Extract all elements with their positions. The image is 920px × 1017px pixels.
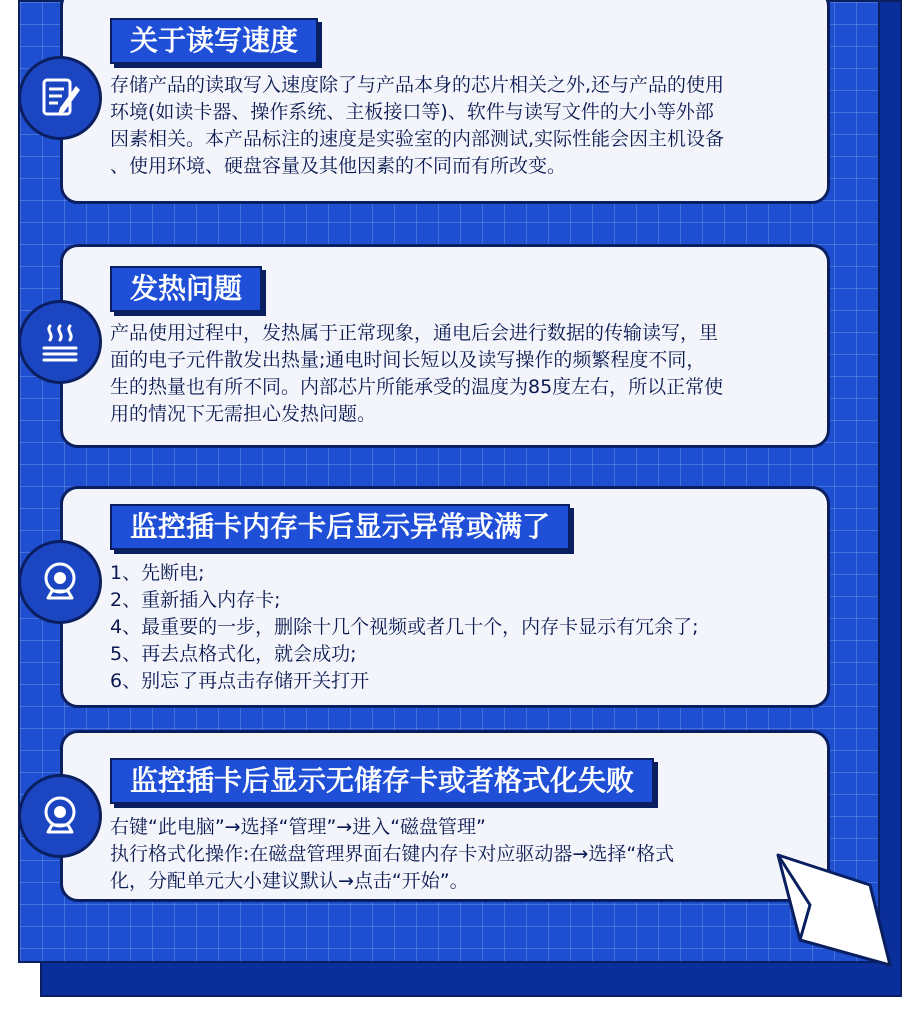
body-line: 环境(如读卡器、操作系统、主板接口等)、软件与读写文件的大小等外部 — [110, 101, 714, 123]
body-line: 执行格式化操作:在磁盘管理界面右键内存卡对应驱动器→选择“格式 — [110, 843, 675, 865]
body-line: 化，分配单元大小建议默认→点击“开始”。 — [110, 870, 469, 892]
body-line: 生的热量也有所不同。内部芯片所能承受的温度为85度左右，所以正常使 — [110, 376, 724, 398]
camera-icon — [18, 540, 102, 624]
section-title-read-write-speed: 关于读写速度 — [110, 18, 318, 64]
list-item: 1、先断电; — [110, 562, 205, 584]
document-edit-icon — [18, 56, 102, 140]
list-item: 5、再去点格式化，就会成功; — [110, 643, 357, 665]
list-item: 2、重新插入内存卡; — [110, 589, 281, 611]
body-line: 用的情况下无需担心发热问题。 — [110, 403, 377, 425]
body-line: 因素相关。本产品标注的速度是实验室的内部测试,实际性能会因主机设备 — [110, 128, 725, 150]
camera-icon — [18, 774, 102, 858]
section-title-no-card-format-failed: 监控插卡后显示无储存卡或者格式化失败 — [110, 758, 654, 804]
body-line: 面的电子元件散发出热量;通电时间长短以及读写操作的频繁程度不同， — [110, 349, 706, 371]
section-body-heat-issue — [110, 320, 820, 428]
body-line: 、使用环境、硬盘容量及其他因素的不同而有所改变。 — [110, 155, 567, 177]
section-title-heat-issue: 发热问题 — [110, 266, 262, 312]
section-body-read-write-speed — [110, 72, 820, 180]
body-line: 右键“此电脑”→选择“管理”→进入“磁盘管理” — [110, 816, 486, 838]
body-line: 存储产品的读取写入速度除了与产品本身的芯片相关之外,还与产品的使用 — [110, 74, 725, 96]
section-body-no-card-format-failed — [110, 814, 790, 895]
list-item: 4、最重要的一步，删除十几个视频或者几十个，内存卡显示有冗余了; — [110, 616, 699, 638]
page-curl-decoration — [770, 845, 900, 975]
section-body-memory-card-abnormal — [110, 560, 820, 695]
list-item: 6、别忘了再点击存储开关打开 — [110, 670, 370, 692]
body-line: 产品使用过程中，发热属于正常现象，通电后会进行数据的传输读写，里 — [110, 322, 719, 344]
section-title-memory-card-abnormal: 监控插卡内存卡后显示异常或满了 — [110, 504, 570, 550]
heat-icon — [18, 300, 102, 384]
